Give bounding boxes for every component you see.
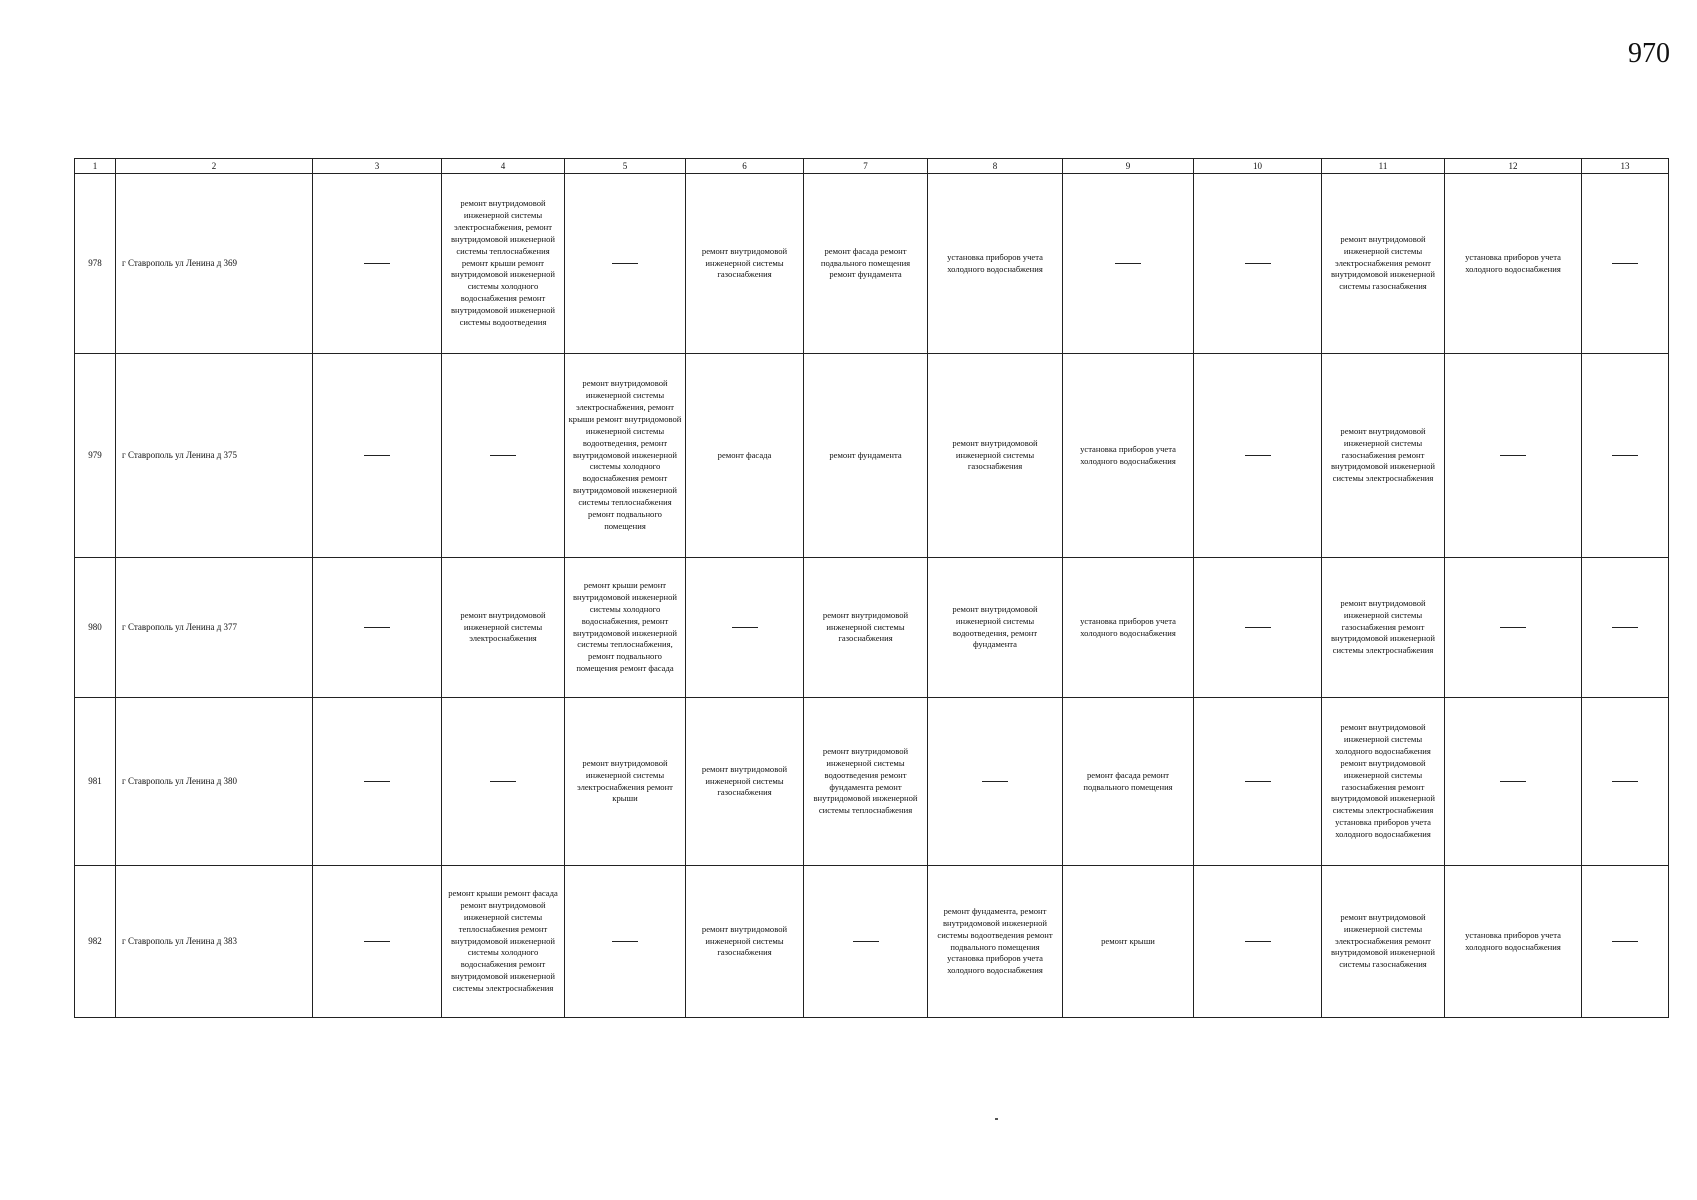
empty-dash: [1612, 781, 1638, 782]
empty-dash: [853, 941, 879, 942]
work-cell: [313, 558, 442, 698]
table-row: [75, 558, 1669, 698]
table-row: [75, 174, 1669, 354]
work-cell: [313, 866, 442, 1018]
empty-dash: [1245, 627, 1271, 628]
work-cell: ремонт внутридомовой инженерной системы газоснабжения ремонт внутридомовой инженерной системы электроснабжения: [1322, 354, 1445, 558]
work-cell: [1194, 866, 1322, 1018]
work-cell: [1582, 866, 1669, 1018]
column-header: 5: [565, 159, 686, 174]
work-cell: ремонт крыши ремонт фасада ремонт внутридомовой инженерной системы теплоснабжения ремонт внутридомовой инженерной системы холодного водоснабжения ремонт внутридомовой инженерной системы электроснабжения: [442, 866, 565, 1018]
table-row: [75, 354, 1669, 558]
work-cell: [313, 354, 442, 558]
work-cell: [1582, 698, 1669, 866]
empty-dash: [490, 455, 516, 456]
work-cell: ремонт фундамента: [804, 354, 928, 558]
work-cell: ремонт крыши: [1063, 866, 1194, 1018]
work-cell: установка приборов учета холодного водоснабжения: [1063, 558, 1194, 698]
empty-dash: [1612, 455, 1638, 456]
work-cell: [565, 174, 686, 354]
work-cell: ремонт внутридомовой инженерной системы электроснабжения ремонт внутридомовой инженерной системы газоснабжения: [1322, 174, 1445, 354]
work-cell: ремонт внутридомовой инженерной системы газоснабжения: [928, 354, 1063, 558]
work-cell: ремонт внутридомовой инженерной системы газоснабжения ремонт внутридомовой инженерной системы электроснабжения: [1322, 558, 1445, 698]
empty-dash: [1245, 941, 1271, 942]
column-header: 3: [313, 159, 442, 174]
work-cell: ремонт внутридомовой инженерной системы водоотведения ремонт фундамента ремонт внутридомовой инженерной системы теплоснабжения: [804, 698, 928, 866]
empty-dash: [364, 263, 390, 264]
work-cell: установка приборов учета холодного водоснабжения: [1445, 866, 1582, 1018]
work-cell: ремонт внутридомовой инженерной системы электроснабжения ремонт крыши: [565, 698, 686, 866]
work-cell: [313, 698, 442, 866]
work-cell: [313, 174, 442, 354]
work-cell: [565, 866, 686, 1018]
work-cell: ремонт внутридомовой инженерной системы электроснабжения ремонт внутридомовой инженерной системы газоснабжения: [1322, 866, 1445, 1018]
work-cell: ремонт фасада ремонт подвального помещения: [1063, 698, 1194, 866]
row-number: 979: [75, 354, 116, 558]
address-cell: г Ставрополь ул Ленина д 377: [116, 558, 313, 698]
address-cell: г Ставрополь ул Ленина д 380: [116, 698, 313, 866]
column-header: 13: [1582, 159, 1669, 174]
work-cell: [1194, 698, 1322, 866]
column-header: 11: [1322, 159, 1445, 174]
empty-dash: [1500, 627, 1526, 628]
column-header: 6: [686, 159, 804, 174]
address-cell: г Ставрополь ул Ленина д 375: [116, 354, 313, 558]
page-number: 970: [1628, 38, 1670, 69]
empty-dash: [1612, 627, 1638, 628]
address-cell: г Ставрополь ул Ленина д 369: [116, 174, 313, 354]
column-header: 1: [75, 159, 116, 174]
work-cell: [442, 698, 565, 866]
table-body: [75, 174, 1669, 1018]
empty-dash: [1500, 781, 1526, 782]
empty-dash: [612, 941, 638, 942]
work-cell: ремонт внутридомовой инженерной системы газоснабжения: [686, 174, 804, 354]
empty-dash: [1612, 941, 1638, 942]
row-number: 982: [75, 866, 116, 1018]
empty-dash: [1245, 263, 1271, 264]
table-row: [75, 698, 1669, 866]
work-cell: [1445, 354, 1582, 558]
work-cell: ремонт внутридомовой инженерной системы холодного водоснабжения ремонт внутридомовой инженерной системы газоснабжения ремонт внутридомовой инженерной системы электроснабжения установка приборов учета холодного водоснабжения: [1322, 698, 1445, 866]
row-number: 981: [75, 698, 116, 866]
scan-speck: [995, 1118, 998, 1120]
empty-dash: [1115, 263, 1141, 264]
work-cell: [1194, 174, 1322, 354]
work-cell: [1582, 354, 1669, 558]
row-number: 978: [75, 174, 116, 354]
work-cell: ремонт внутридомовой инженерной системы газоснабжения: [804, 558, 928, 698]
work-cell: ремонт внутридомовой инженерной системы газоснабжения: [686, 698, 804, 866]
column-header: 7: [804, 159, 928, 174]
empty-dash: [612, 263, 638, 264]
work-cell: установка приборов учета холодного водоснабжения: [928, 174, 1063, 354]
work-cell: ремонт фасада: [686, 354, 804, 558]
column-header: 10: [1194, 159, 1322, 174]
table-row: [75, 866, 1669, 1018]
work-cell: установка приборов учета холодного водоснабжения: [1445, 174, 1582, 354]
empty-dash: [364, 781, 390, 782]
column-header: 12: [1445, 159, 1582, 174]
repair-schedule-table: [74, 158, 1669, 1018]
row-number: 980: [75, 558, 116, 698]
work-cell: ремонт внутридомовой инженерной системы электроснабжения: [442, 558, 565, 698]
empty-dash: [982, 781, 1008, 782]
empty-dash: [1245, 781, 1271, 782]
empty-dash: [490, 781, 516, 782]
empty-dash: [1612, 263, 1638, 264]
work-cell: [1582, 174, 1669, 354]
column-header: 9: [1063, 159, 1194, 174]
work-cell: ремонт фасада ремонт подвального помещения ремонт фундамента: [804, 174, 928, 354]
work-cell: [1194, 558, 1322, 698]
work-cell: [1582, 558, 1669, 698]
work-cell: [928, 698, 1063, 866]
empty-dash: [732, 627, 758, 628]
address-cell: г Ставрополь ул Ленина д 383: [116, 866, 313, 1018]
empty-dash: [1500, 455, 1526, 456]
work-cell: [1445, 558, 1582, 698]
work-cell: ремонт фундамента, ремонт внутридомовой инженерной системы водоотведения ремонт подвального помещения установка приборов учета холодного водоснабжения: [928, 866, 1063, 1018]
work-cell: ремонт внутридомовой инженерной системы водоотведения, ремонт фундамента: [928, 558, 1063, 698]
work-cell: [1445, 698, 1582, 866]
work-cell: [804, 866, 928, 1018]
work-cell: [1063, 174, 1194, 354]
work-cell: [686, 558, 804, 698]
empty-dash: [364, 455, 390, 456]
work-cell: [1194, 354, 1322, 558]
column-header: 8: [928, 159, 1063, 174]
work-cell: ремонт внутридомовой инженерной системы газоснабжения: [686, 866, 804, 1018]
work-cell: ремонт крыши ремонт внутридомовой инженерной системы холодного водоснабжения, ремонт внутридомовой инженерной системы теплоснабжения, ремонт подвального помещения ремонт фасада: [565, 558, 686, 698]
empty-dash: [364, 627, 390, 628]
column-header: 4: [442, 159, 565, 174]
column-number-row: [75, 159, 1669, 174]
work-cell: [442, 354, 565, 558]
work-cell: ремонт внутридомовой инженерной системы электроснабжения, ремонт внутридомовой инженерной системы теплоснабжения ремонт крыши ремонт внутридомовой инженерной системы холодного водоснабжения ремонт внутридомовой инженерной системы водоотведения: [442, 174, 565, 354]
work-cell: установка приборов учета холодного водоснабжения: [1063, 354, 1194, 558]
work-cell: ремонт внутридомовой инженерной системы электроснабжения, ремонт крыши ремонт внутридомовой инженерной системы водоотведения, ремонт внутридомовой инженерной системы холодного водоснабжения ремонт внутридомовой инженерной системы теплоснабжения ремонт подвального помещения: [565, 354, 686, 558]
empty-dash: [1245, 455, 1271, 456]
column-header: 2: [116, 159, 313, 174]
empty-dash: [364, 941, 390, 942]
